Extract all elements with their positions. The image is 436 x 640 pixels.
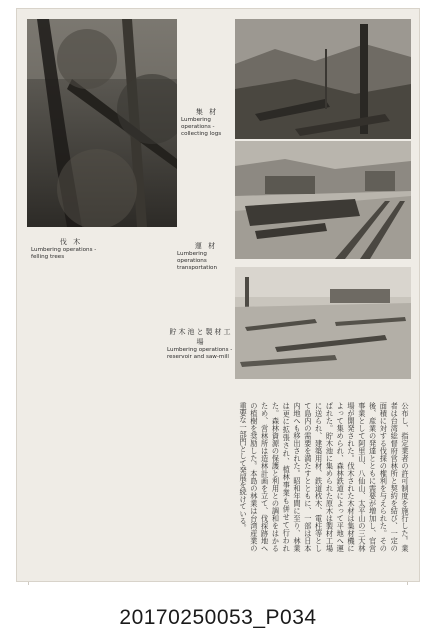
transportation-photo xyxy=(235,141,411,259)
reservoir-caption xyxy=(167,327,235,361)
transport-caption-en: Lumbering operations transportation xyxy=(177,251,217,271)
article-body-text: 公布し、指定業者の許可制度を施行した。業者は台湾総督府営林所と契約を結び、一定の面積に対する伐採の権利を与えられた。その後、産業の発達とともに需要が増加し、官営事業として阿里山、八仙山、太平山の三大林場が開発された。伐木された木材は集材機によって集められ、森林鉄道によって平地へ運ばれた。貯木池に集められた原木は製材工場に送られ、建築用材、鉄道枕木、電柱等として島内の需要を満たすとともに、一部は日本内地へも移出された。昭和年間に至り、林業は更に拡張され、植林事業も併せて行われた。森林資源の保護と利用との調和をはかるため、営林所は造林計画を立て、伐採跡地への植樹を奨励した。本島の林業は台湾産業の重要な一部門として発展を続けている。 xyxy=(239,402,410,552)
transport-caption xyxy=(177,241,235,272)
transport-caption-ja: 運 材 xyxy=(194,242,218,250)
collecting-caption-ja: 集 材 xyxy=(195,108,219,116)
page-edge xyxy=(28,582,408,585)
reservoir-caption-ja: 貯木池と製材工場 xyxy=(169,328,233,346)
felling-trees-photo xyxy=(27,19,177,227)
reservoir-caption-en: Lumbering operations - reservoir and saw-mill xyxy=(167,347,233,360)
reservoir-sawmill-photo xyxy=(235,267,411,379)
collecting-caption-en: Lumbering operations - collecting logs xyxy=(181,117,222,137)
felling-caption xyxy=(31,237,111,261)
felling-caption-en: Lumbering operations - felling trees xyxy=(31,247,97,260)
collecting-logs-photo xyxy=(235,19,411,139)
catalog-number: 20170250053_P034 xyxy=(119,606,317,629)
collecting-caption xyxy=(181,107,233,138)
felling-caption-ja: 伐 木 xyxy=(59,238,83,246)
